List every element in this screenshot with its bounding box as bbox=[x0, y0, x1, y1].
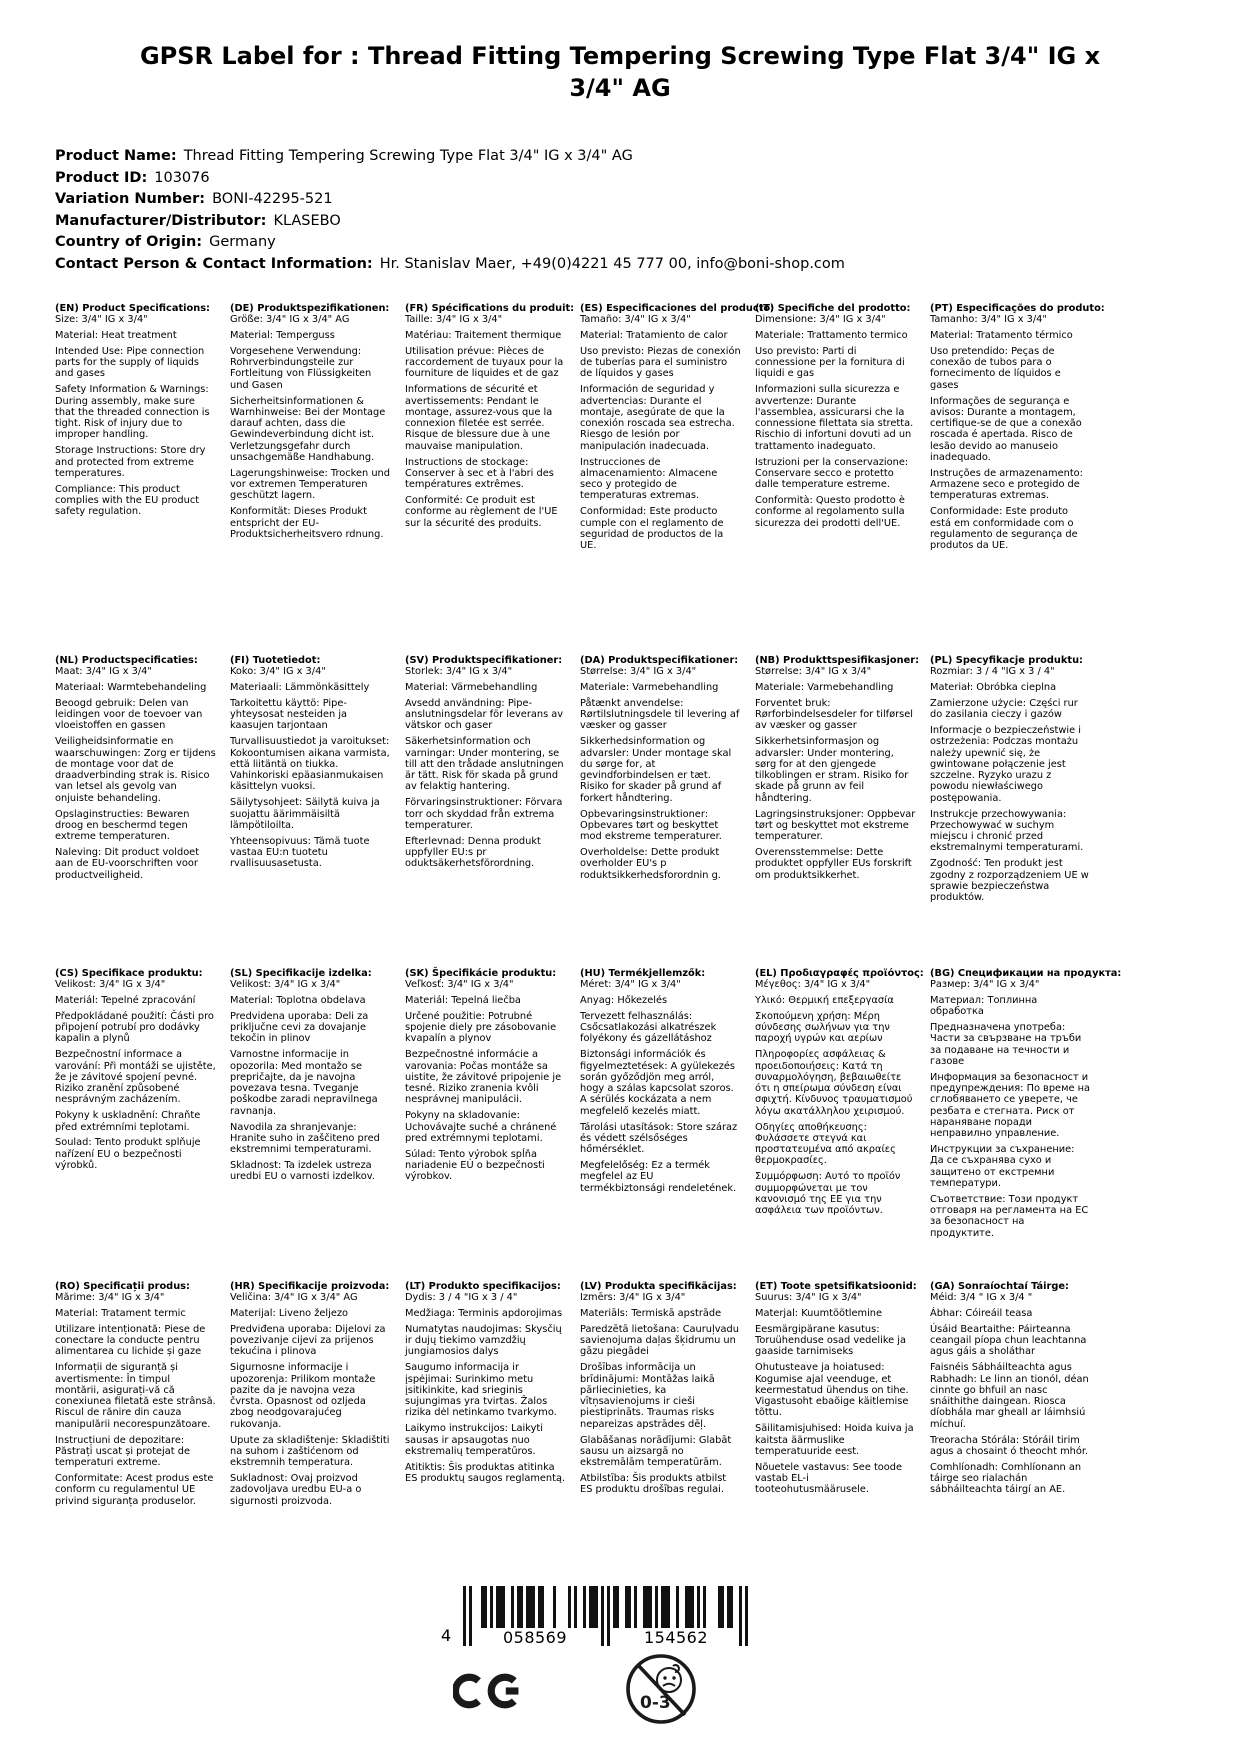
product-info-value: Germany bbox=[209, 234, 276, 250]
spec-paragraph: Glabāšanas norādījumi: Glabāt sausu un aizsargā no ekstremālām temperatūrām. bbox=[580, 1434, 732, 1469]
spec-paragraph: Ábhar: Cóireáil teasa bbox=[930, 1308, 1033, 1320]
page-title: GPSR Label for : Thread Fitting Tempering Screwing Type Flat 3/4" IG x 3/4" AG bbox=[139, 42, 1101, 102]
spec-paragraph: Faisnéis Sábháilteachta agus Rabhadh: Le linn an tionól, déan cinnte go bhfuil an nasc snáithithe daingean. Riosca díobhála mar gheall ar láimhsiú míchuí. bbox=[930, 1362, 1089, 1430]
spec-paragraph: Safety Information & Warnings: During assembly, make sure that the threaded connection is tight. Risk of injury due to improper handling. bbox=[55, 384, 210, 441]
spec-paragraph: Méret: 3/4" IG x 3/4" bbox=[580, 979, 681, 991]
spec-paragraph: Drošības informācija un brīdinājumi: Montāžas laikā pārliecinieties, ka vītņsavienojums ir cieši piestiprināts. Traumas risks nepareizas apstrādes dēļ. bbox=[580, 1362, 715, 1430]
spec-paragraph: Velikost: 3/4" IG x 3/4" bbox=[55, 979, 166, 991]
spec-paragraph: Předpokládané použití: Části pro připojení potrubí pro dodávky kapalin a plynů bbox=[55, 1010, 214, 1045]
age-warning-label: 0-3 bbox=[640, 1693, 671, 1713]
spec-paragraph: Compliance: This product complies with the EU product safety regulation. bbox=[55, 483, 200, 518]
spec-paragraph: Instrukcje przechowywania: Przechowywać w suchym miejscu i chronić przed ekstremalnymi temperaturami. bbox=[930, 808, 1084, 854]
barcode-digits-right: 154562 bbox=[641, 1628, 711, 1647]
product-info-section bbox=[55, 146, 1155, 275]
spec-paragraph: Matériau: Traitement thermique bbox=[405, 330, 562, 342]
spec-paragraph: Conformidade: Este produto está em conformidade com o regulamento de segurança de produtos da UE. bbox=[930, 506, 1078, 552]
spec-paragraph: Overholdelse: Dette produkt overholder EU's p roduktsikkerhedsforordnin g. bbox=[580, 846, 721, 881]
spec-paragraph: Größe: 3/4" IG x 3/4" AG bbox=[230, 314, 350, 326]
language-spec-cell bbox=[755, 655, 930, 908]
spec-paragraph: Suurus: 3/4" IG x 3/4" bbox=[755, 1292, 862, 1304]
language-spec-cell bbox=[580, 968, 755, 1244]
spec-paragraph: Naleving: Dit product voldoet aan de EU-voorschriften voor productveiligheid. bbox=[55, 846, 200, 881]
spec-paragraph: Uso previsto: Piezas de conexión de tuberías para el suministro de líquidos y gases bbox=[580, 345, 741, 380]
spec-paragraph: Ohutusteave ja hoiatused: Kogumise ajal veenduge, et keermestatud ühendus on tihe. Vigastusoht ebaõige käitlemise tõttu. bbox=[755, 1362, 909, 1419]
spec-paragraph: Size: 3/4" IG x 3/4" bbox=[55, 314, 148, 326]
spec-paragraph: Soulad: Tento produkt splňuje nařízení EU o bezpečnosti výrobků. bbox=[55, 1137, 201, 1171]
spec-paragraph: Zgodność: Ten produkt jest zgodny z rozporządzeniem UE w sprawie bezpieczeństwa produktów. bbox=[930, 858, 1089, 904]
spec-paragraph: Opbevaringsinstruktioner: Opbevares tørt og beskyttet mod ekstreme temperaturer. bbox=[580, 808, 722, 843]
spec-paragraph: Yhteensopivuus: Tämä tuote vastaa EU:n tuotetu rvallisuusasetusta. bbox=[230, 835, 370, 870]
spec-header: (EN) Product Specifications: bbox=[55, 303, 210, 314]
product-info-label: Country of Origin: bbox=[55, 234, 203, 250]
spec-paragraph: Sikkerhedsinformation og advarsler: Under montage skal du sørge for, at gevindforbindelsen er tæt. Risiko for skader på grund af forkert håndtering. bbox=[580, 736, 732, 804]
spec-paragraph: Размер: 3/4" IG x 3/4" bbox=[930, 979, 1040, 991]
spec-paragraph: Material: Värmebehandling bbox=[405, 682, 538, 694]
spec-paragraph: Μέγεθος: 3/4" IG x 3/4" bbox=[755, 979, 871, 991]
product-info-row bbox=[55, 232, 1155, 254]
spec-paragraph: Lagringsinstruksjoner: Oppbevar tørt og beskyttet mot ekstreme temperaturer. bbox=[755, 808, 916, 843]
spec-header: (ET) Toote spetsifikatsioonid: bbox=[755, 1281, 917, 1292]
spec-paragraph: Størrelse: 3/4" IG x 3/4" bbox=[755, 666, 872, 678]
spec-paragraph: Material: Tratament termic bbox=[55, 1308, 186, 1320]
product-info-label: Product Name: bbox=[55, 148, 177, 164]
spec-paragraph: Maat: 3/4" IG x 3/4" bbox=[55, 666, 152, 678]
spec-paragraph: Navodila za shranjevanje: Hranite suho in zaščiteno pred ekstremnimi temperaturami. bbox=[230, 1121, 380, 1156]
language-spec-cell bbox=[55, 1281, 230, 1511]
spec-paragraph: Lagerungshinweise: Trocken und vor extremen Temperaturen geschützt lagern. bbox=[230, 467, 390, 502]
spec-paragraph: Predviđena uporaba: Dijelovi za povezivanje cijevi za prijenos tekućina i plinova bbox=[230, 1323, 386, 1358]
spec-paragraph: Paredzētā lietošana: Cauruļvadu savienojuma daļas šķidrumu un gāzu piegādei bbox=[580, 1323, 739, 1358]
spec-paragraph: Avsedd användning: Pipe-anslutningsdelar för leverans av vätskor och gaser bbox=[405, 697, 564, 732]
spec-paragraph: Utilisation prévue: Pièces de raccordement de tuyaux pour la fourniture de liquides et de gaz bbox=[405, 345, 564, 380]
spec-header: (IT) Specifiche del prodotto: bbox=[755, 303, 911, 314]
spec-paragraph: Συμμόρφωση: Αυτό το προϊόν συμμορφώνεται με τον κανονισμό της ΕΕ για την ασφάλεια των προϊόντων. bbox=[755, 1171, 901, 1217]
spec-paragraph: Instrucciones de almacenamiento: Almacene seco y protegido de temperaturas extremas. bbox=[580, 456, 718, 502]
spec-paragraph: Størrelse: 3/4" IG x 3/4" bbox=[580, 666, 697, 678]
spec-paragraph: Velikost: 3/4" IG x 3/4" bbox=[230, 979, 341, 991]
spec-paragraph: Pokyny k uskladnění: Chraňte před extrémními teplotami. bbox=[55, 1110, 201, 1133]
spec-paragraph: Materiale: Trattamento termico bbox=[755, 330, 908, 342]
spec-paragraph: Materiál: Tepelné zpracování bbox=[55, 995, 196, 1007]
spec-paragraph: Súlad: Tento výrobok spĺňa nariadenie EÚ o bezpečnosti výrobkov. bbox=[405, 1148, 545, 1183]
spec-paragraph: Säilitamisjuhised: Hoida kuiva ja kaitsta äärmuslike temperatuuride eest. bbox=[755, 1423, 914, 1457]
language-spec-cell bbox=[405, 655, 580, 908]
language-spec-cell bbox=[405, 303, 580, 556]
spec-paragraph: Sicherheitsinformationen & Warnhinweise: Bei der Montage darauf achten, dass die Gewindeverbindung dicht ist. Verletzungsgefahr durch unsachgemäße Handhabung. bbox=[230, 395, 386, 464]
language-spec-cell bbox=[230, 655, 405, 908]
spec-paragraph: Skladnost: Ta izdelek ustreza uredbi EU o varnosti izdelkov. bbox=[230, 1159, 375, 1183]
language-spec-cell bbox=[930, 968, 1122, 1244]
spec-paragraph: Material: Toplotna obdelava bbox=[230, 995, 366, 1007]
spec-header: (PT) Especificações do produto: bbox=[930, 303, 1105, 314]
spec-paragraph: Instrucțiuni de depozitare: Păstrați uscat și protejat de temperaturi extreme. bbox=[55, 1434, 190, 1469]
spec-paragraph: Saugumo informacija ir įspėjimai: Surinkimo metu įsitikinkite, kad srieginis sujungimas yra tvirtas. Žalos rizika dėl netinkamo tvarkymo. bbox=[405, 1362, 557, 1419]
spec-paragraph: Megfelelőség: Ez a termék megfelel az EU termékbiztonsági rendeletének. bbox=[580, 1159, 737, 1194]
language-spec-cell bbox=[580, 1281, 755, 1511]
spec-paragraph: Taille: 3/4" IG x 3/4" bbox=[405, 314, 503, 326]
spec-paragraph: Información de seguridad y advertencias: Durante el montaje, asegúrate de que la conexión roscada sea estrecha. Riesgo de lesión por manipulación inadecuada. bbox=[580, 384, 735, 452]
product-info-value: 103076 bbox=[154, 169, 210, 186]
spec-paragraph: Laikymo instrukcijos: Laikyti sausas ir apsaugotas nuo ekstremalių temperatūros. bbox=[405, 1423, 543, 1457]
spec-paragraph: Conformité: Ce produit est conforme au règlement de l'UE sur la sécurité des produits. bbox=[405, 494, 558, 529]
barcode-block bbox=[443, 1586, 763, 1652]
spec-paragraph: Uso previsto: Parti di connessione per la fornitura di liquidi e gas bbox=[755, 345, 905, 380]
spec-paragraph: Instruções de armazenamento: Armazene seco e protegido de temperaturas extremas. bbox=[930, 467, 1083, 502]
spec-paragraph: Predvidena uporaba: Deli za priključne cevi za dovajanje tekočin in plinov bbox=[230, 1010, 369, 1045]
spec-paragraph: Intended Use: Pipe connection parts for the supply of liquids and gases bbox=[55, 345, 205, 380]
barcode-prefix-digit: 4 bbox=[441, 1626, 452, 1645]
spec-header: (CS) Specifikace produktu: bbox=[55, 968, 203, 979]
spec-paragraph: Varnostne informacije in opozorila: Med montažo se prepričajte, da je navojna povezava tesna. Tveganje poškodbe zaradi nepravilnega ravnanja. bbox=[230, 1049, 378, 1117]
spec-paragraph: Informacje o bezpieczeństwie i ostrzeżenia: Podczas montażu należy upewnić się, że gwintowane połączenie jest szczelne. Ryzyko urazu z powodu niewłaściwego postępowania. bbox=[930, 724, 1081, 804]
spec-paragraph: Материал: Топлинна обработка bbox=[930, 995, 1038, 1018]
product-info-row bbox=[55, 168, 1155, 190]
language-spec-cell bbox=[405, 1281, 580, 1511]
language-spec-cell bbox=[755, 303, 930, 556]
spec-header: (LV) Produkta specifikācijas: bbox=[580, 1281, 737, 1292]
spec-paragraph: Materiał: Obróbka cieplna bbox=[930, 682, 1057, 694]
spec-paragraph: Veličina: 3/4" IG x 3/4" AG bbox=[230, 1292, 358, 1304]
spec-paragraph: Material: Temperguss bbox=[230, 330, 335, 342]
spec-row bbox=[55, 968, 1135, 1244]
spec-paragraph: Съответствие: Този продукт отговаря на регламента на ЕС за безопасност на продуктите. bbox=[930, 1193, 1089, 1239]
spec-paragraph: Storage Instructions: Store dry and protected from extreme temperatures. bbox=[55, 445, 206, 479]
spec-paragraph: Påtænkt anvendelse: Rørtilslutningsdele til levering af væsker og gasser bbox=[580, 697, 740, 732]
spec-paragraph: Zamierzone użycie: Części rur do zasilania cieczy i gazów bbox=[930, 697, 1078, 721]
language-spec-cell bbox=[930, 303, 1105, 556]
spec-paragraph: Instructions de stockage: Conserver à sec et à l'abri des températures extrêmes. bbox=[405, 456, 554, 491]
spec-paragraph: Veiligheidsinformatie en waarschuwingen: Zorg er tijdens de montage voor dat de draadverbinding strak is. Risico van letsel als gevolg van onjuiste behandeling. bbox=[55, 736, 216, 804]
spec-paragraph: Conformità: Questo prodotto è conforme al regolamento sulla sicurezza dei prodotti dell'UE. bbox=[755, 494, 905, 529]
language-spec-cell bbox=[55, 303, 230, 556]
spec-paragraph: Forventet bruk: Rørforbindelsesdeler for tilførsel av væsker og gasser bbox=[755, 697, 913, 732]
spec-paragraph: Biztonsági információk és figyelmeztetések: A gyülekezés során győződjön meg arról, hogy a szálas kapcsolat szoros. A sérülés kockázata a nem megfelelő kezelés miatt. bbox=[580, 1049, 736, 1117]
spec-paragraph: Izmērs: 3/4" IG x 3/4" bbox=[580, 1292, 686, 1304]
spec-paragraph: Overensstemmelse: Dette produktet oppfyller EUs forskrift om produktsikkerhet. bbox=[755, 846, 912, 881]
spec-header: (HR) Specifikacije proizvoda: bbox=[230, 1281, 390, 1292]
spec-paragraph: Efterlevnad: Denna produkt uppfyller EU:s pr oduktsäkerhetsförordning. bbox=[405, 835, 541, 870]
language-spec-cell bbox=[55, 655, 230, 908]
spec-paragraph: Tamaño: 3/4" IG x 3/4" bbox=[580, 314, 691, 326]
spec-paragraph: Informații de siguranță și avertismente: În timpul montării, asigurați-vă că conexiunea filetată este strânsă. Riscul de rănire din cauza manipulării necorespunzătoare. bbox=[55, 1362, 216, 1430]
spec-header: (NL) Productspecificaties: bbox=[55, 655, 198, 666]
language-spec-cell bbox=[230, 303, 405, 556]
spec-paragraph: Sikkerhetsinformasjon og advarsler: Under montering, sørg for at den gjengede tilkoblingen er stram. Risiko for skade på grunn av feil håndtering. bbox=[755, 736, 909, 804]
spec-paragraph: Informazioni sulla sicurezza e avvertenze: Durante l'assemblea, assicurarsi che la connessione filettata sia stretta. Rischio di infortuni dovuti ad un trattamento inadeguato. bbox=[755, 384, 914, 452]
spec-paragraph: Bezpečnostné informácie a varovania: Počas montáže sa uistite, že závitové pripojenie je tesné. Riziko zranenia kvôli nesprávnej manipulácii. bbox=[405, 1049, 562, 1106]
language-spec-cell bbox=[405, 968, 580, 1244]
spec-paragraph: Storlek: 3/4" IG x 3/4" bbox=[405, 666, 513, 678]
spec-header: (DE) Produktspezifikationen: bbox=[230, 303, 390, 314]
language-spec-cell bbox=[755, 1281, 930, 1511]
spec-paragraph: Materiāls: Termiskā apstrāde bbox=[580, 1308, 722, 1320]
language-spec-cell bbox=[930, 655, 1105, 908]
spec-header: (LT) Produkto specifikacijos: bbox=[405, 1281, 561, 1292]
spec-paragraph: Uso pretendido: Peças de conexão de tubos para o fornecimento de líquidos e gases bbox=[930, 345, 1061, 391]
spec-paragraph: Dydis: 3 / 4 "IG x 3 / 4" bbox=[405, 1292, 518, 1304]
spec-paragraph: Materiál: Tepelná liečba bbox=[405, 995, 521, 1007]
spec-paragraph: Materjal: Kuumtöötlemine bbox=[755, 1308, 883, 1320]
spec-paragraph: Πληροφορίες ασφάλειας & προειδοποιήσεις: Κατά τη συναρμολόγηση, βεβαιωθείτε ότι η σπείρωμα σύνδεση είναι σφιχτή. Κίνδυνος τραυματισμού λόγω ακατάλληλου χειρισμού. bbox=[755, 1049, 913, 1117]
spec-paragraph: Säkerhetsinformation och varningar: Under montering, se till att den trådade anslutningen är tätt. Risk för skada på grund av felaktig hantering. bbox=[405, 736, 564, 793]
spec-paragraph: Bezpečnostní informace a varování: Při montáži se ujistěte, že je závitové spojení pevné. Riziko zranění způsobené nesprávným zacházením. bbox=[55, 1049, 216, 1106]
spec-paragraph: Conformidad: Este producto cumple con el reglamento de seguridad de productos de la UE. bbox=[580, 506, 724, 552]
product-info-label: Product ID: bbox=[55, 169, 148, 186]
spec-paragraph: Materiale: Varmebehandling bbox=[755, 682, 894, 694]
spec-paragraph: Anyag: Hőkezelés bbox=[580, 995, 668, 1007]
spec-header: (PL) Specyfikacje produktu: bbox=[930, 655, 1083, 666]
spec-header: (SV) Produktspecifikationer: bbox=[405, 655, 563, 666]
product-info-row bbox=[55, 254, 1155, 276]
spec-header: (NB) Produkttspesifikasjoner: bbox=[755, 655, 919, 666]
spec-paragraph: Förvaringsinstruktioner: Förvara torr och skyddad från extrema temperaturer. bbox=[405, 797, 563, 831]
spec-paragraph: Предназначена употреба: Части за свързване на тръби за подаване на течности и газове bbox=[930, 1022, 1082, 1068]
spec-paragraph: Conformitate: Acest produs este conform cu regulamentul UE privind siguranța produselor. bbox=[55, 1472, 214, 1507]
language-spec-cell bbox=[55, 968, 230, 1244]
product-info-label: Manufacturer/Distributor: bbox=[55, 212, 267, 229]
spec-paragraph: Sukladnost: Ovaj proizvod zadovoljava uredbu EU-a o sigurnosti proizvoda. bbox=[230, 1472, 362, 1507]
language-spec-cell bbox=[580, 303, 775, 556]
spec-header: (RO) Specificații produs: bbox=[55, 1281, 190, 1292]
spec-header: (DA) Produktspecifikationer: bbox=[580, 655, 739, 666]
spec-paragraph: Veľkosť: 3/4" IG x 3/4" bbox=[405, 979, 514, 991]
language-spec-cell bbox=[930, 1281, 1105, 1511]
spec-paragraph: Tárolási utasítások: Store száraz és védett szélsőséges hőmérséklet. bbox=[580, 1121, 738, 1156]
ce-mark-icon bbox=[453, 1660, 541, 1722]
spec-paragraph: Numatytas naudojimas: Skysčių ir dujų tiekimo vamzdžių jungiamosios dalys bbox=[405, 1323, 562, 1358]
spec-paragraph: Informations de sécurité et avertissements: Pendant le montage, assurez-vous que la connexion filetée est serrée. Risque de blessure due à une mauvaise manipulation. bbox=[405, 384, 553, 452]
spec-paragraph: Pokyny na skladovanie: Uchovávajte suché a chránené pred extrémnymi teplotami. bbox=[405, 1110, 557, 1144]
spec-paragraph: Nõuetele vastavus: See toode vastab EL-i tooteohutusmäärusele. bbox=[755, 1461, 903, 1496]
spec-paragraph: Sigurnosne informacije i upozorenja: Prilikom montaže pazite da je navojna veza čvrsta. Opasnost od ozljeda zbog neodgovarajućeg rukovanja. bbox=[230, 1362, 376, 1430]
spec-header: (FI) Tuotetiedot: bbox=[230, 655, 321, 666]
spec-paragraph: Úsáid Beartaithe: Páirteanna ceangail píopa chun leachtanna agus gáis a sholáthar bbox=[930, 1323, 1087, 1358]
spec-header: (ES) Especificaciones del producto: bbox=[580, 303, 775, 314]
spec-paragraph: Οδηγίες αποθήκευσης: Φυλάσσετε στεγνά και προστατευμένα από ακραίες θερμοκρασίες. bbox=[755, 1121, 896, 1167]
spec-row bbox=[55, 655, 1135, 908]
spec-paragraph: Beoogd gebruik: Delen van leidingen voor de toevoer van vloeistoffen en gassen bbox=[55, 697, 203, 732]
spec-paragraph: Material: Tratamiento de calor bbox=[580, 330, 728, 342]
age-warning-0-3-icon bbox=[624, 1652, 698, 1726]
spec-paragraph: Materiaali: Lämmönkäsittely bbox=[230, 682, 370, 694]
spec-header: (GA) Sonraíochtaí Táirge: bbox=[930, 1281, 1069, 1292]
spec-paragraph: Turvallisuustiedot ja varoitukset: Kokoontumisen aikana varmista, että liitäntä on tiukka. Vahinkoriski epäasianmukaisen käsittelyn vuoksi. bbox=[230, 736, 390, 793]
spec-paragraph: Materiaal: Warmtebehandeling bbox=[55, 682, 207, 694]
spec-header: (EL) Προδιαγραφές προϊόντος: bbox=[755, 968, 924, 979]
spec-paragraph: Material: Tratamento térmico bbox=[930, 330, 1073, 342]
spec-paragraph: Atitiktis: Šis produktas atitinka ES produktų saugos reglamentą. bbox=[405, 1461, 566, 1484]
spec-header: (HU) Termékjellemzők: bbox=[580, 968, 706, 979]
product-info-value: BONI-42295-521 bbox=[212, 191, 333, 207]
spec-paragraph: Materijal: Liveno željezo bbox=[230, 1308, 349, 1320]
language-spec-cell bbox=[755, 968, 930, 1244]
product-info-value: Hr. Stanislav Maer, +49(0)4221 45 777 00, info@boni-shop.com bbox=[379, 255, 845, 272]
spec-paragraph: Υλικό: Θερμική επεξεργασία bbox=[755, 995, 894, 1007]
spec-paragraph: Rozmiar: 3 / 4 "IG x 3 / 4" bbox=[930, 666, 1055, 678]
product-info-value: Thread Fitting Tempering Screwing Type Flat 3/4" IG x 3/4" AG bbox=[183, 148, 633, 164]
product-info-row bbox=[55, 211, 1155, 233]
product-info-label: Contact Person & Contact Information: bbox=[55, 255, 373, 272]
spec-row bbox=[55, 1281, 1135, 1511]
product-info-row bbox=[55, 146, 1155, 168]
product-info-value: KLASEBO bbox=[273, 212, 341, 229]
spec-paragraph: Инструкции за съхранение: Да се съхранява сухо и защитено от екстремни температури. bbox=[930, 1144, 1075, 1190]
spec-header: (SK) Špecifikácie produktu: bbox=[405, 968, 557, 979]
spec-paragraph: Comhlíonadh: Comhlíonann an táirge seo rialachán sábháilteachta táirgí an AE. bbox=[930, 1461, 1082, 1496]
spec-paragraph: Istruzioni per la conservazione: Conservare secco e protetto dalle temperature estreme. bbox=[755, 456, 909, 491]
spec-paragraph: Upute za skladištenje: Skladištiti na suhom i zaštićenom od ekstremnih temperatura. bbox=[230, 1434, 390, 1469]
spec-row bbox=[55, 303, 1135, 556]
barcode-digits-left: 058569 bbox=[500, 1628, 570, 1647]
product-info-label: Variation Number: bbox=[55, 191, 206, 207]
spec-paragraph: Koko: 3/4" IG x 3/4" bbox=[230, 666, 326, 678]
spec-header: (FR) Spécifications du produit: bbox=[405, 303, 575, 314]
spec-paragraph: Mărime: 3/4" IG x 3/4" bbox=[55, 1292, 165, 1304]
spec-paragraph: Medžiaga: Terminis apdorojimas bbox=[405, 1308, 563, 1320]
spec-paragraph: Tervezett felhasználás: Csőcsatlakozási alkatrészek folyékony és gázellátáshoz bbox=[580, 1010, 717, 1045]
spec-paragraph: Информация за безопасност и предупреждения: По време на сглобяването се уверете, че резбата е стегната. Риск от нараняване поради неправилно управление. bbox=[930, 1071, 1091, 1140]
spec-header: (SL) Specifikacije izdelka: bbox=[230, 968, 372, 979]
spec-paragraph: Tamanho: 3/4" IG x 3/4" bbox=[930, 314, 1047, 326]
spec-paragraph: Utilizare intenționată: Piese de conectare la conducte pentru alimentarea cu lichide și gaze bbox=[55, 1323, 206, 1358]
language-spec-cell bbox=[580, 655, 755, 908]
spec-paragraph: Treoracha Stórála: Stóráil tirim agus a chosaint ó theocht mhór. bbox=[930, 1434, 1089, 1457]
spec-paragraph: Konformität: Dieses Produkt entspricht der EU-Produktsicherheitsvero rdnung. bbox=[230, 506, 384, 540]
spec-paragraph: Tarkoitettu käyttö: Pipe-yhteysosat nesteiden ja kaasujen tarjontaan bbox=[230, 697, 348, 732]
spec-paragraph: Atbilstība: Šis produkts atbilst ES produktu drošības regulai. bbox=[580, 1472, 727, 1496]
product-info-row bbox=[55, 189, 1155, 211]
spec-paragraph: Informações de segurança e avisos: Durante a montagem, certifique-se de que a conexão roscada é apertada. Risco de lesão devido ao manuseio inadequado. bbox=[930, 395, 1082, 464]
spec-paragraph: Opslaginstructies: Bewaren droog en beschermd tegen extreme temperaturen. bbox=[55, 808, 190, 843]
spec-paragraph: Σκοπούμενη χρήση: Μέρη σύνδεσης σωλήνων για την παροχή υγρών και αερίων bbox=[755, 1010, 890, 1045]
spec-paragraph: Dimensione: 3/4" IG x 3/4" bbox=[755, 314, 886, 326]
language-spec-cell bbox=[230, 1281, 405, 1511]
spec-paragraph: Eesmärgipärane kasutus: Toruühenduse osad vedelike ja gaaside tarnimiseks bbox=[755, 1323, 907, 1358]
spec-paragraph: Material: Heat treatment bbox=[55, 330, 177, 342]
language-spec-cell bbox=[230, 968, 405, 1244]
spec-paragraph: Vorgesehene Verwendung: Rohrverbindungsteile zur Fortleitung von Flüssigkeiten und Gasen bbox=[230, 345, 372, 391]
spec-paragraph: Určené použitie: Potrubné spojenie diely pre zásobovanie kvapalín a plynov bbox=[405, 1010, 557, 1045]
spec-header: (BG) Спецификации на продукта: bbox=[930, 968, 1122, 979]
spec-paragraph: Säilytysohjeet: Säilytä kuiva ja suojattu äärimmäisiltä lämpötiloilta. bbox=[230, 797, 380, 831]
spec-paragraph: Materiale: Varmebehandling bbox=[580, 682, 719, 694]
spec-paragraph: Méid: 3/4 " IG x 3/4 " bbox=[930, 1292, 1033, 1304]
